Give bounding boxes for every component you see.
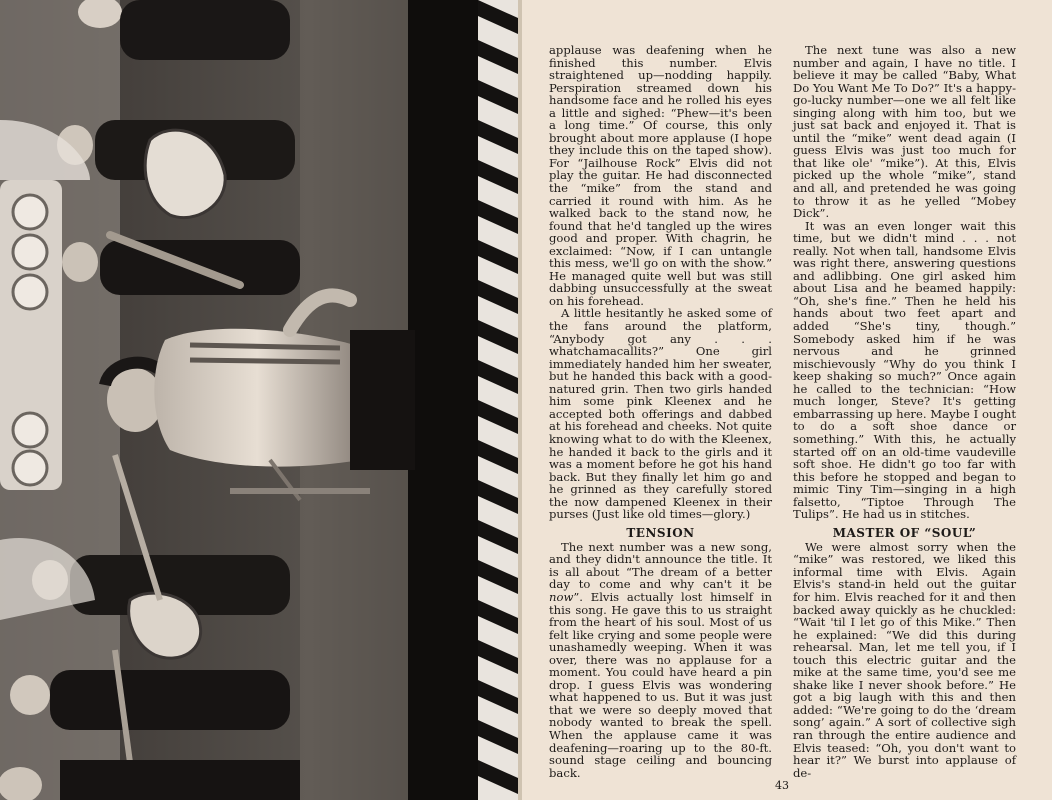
page-number: 43 <box>775 779 789 792</box>
stage-photo <box>0 0 518 800</box>
section-heading-tension: TENSION <box>626 525 695 540</box>
section-heading-master-of-soul: MASTER OF “SOUL” <box>832 525 977 540</box>
article-page <box>522 0 1052 800</box>
article-column-2 <box>793 44 1016 779</box>
paragraph: applause was deafening when he finished this number. Elvis straightened up—nodding happily. Perspiration streamed down his handsome face and he rolled his eyes a little and sighed: “Phew—it's been a long time.” Of course, this only brought about more applause (I hope they include this on the taped show). For “Jailhouse Rock” Elvis did not play the guitar. He had disconnected the “mike” from the stand and carried it round with him. As he walked back to the stand now, he found that he'd tangled up the wires good and proper. With chagrin, he exclaimed: “Now, if I can untangle this mess, we'll go on with the show.” He managed quite well but was still dabbing unsuccessfully at the sweat on his forehead. <box>549 43 772 308</box>
article-column-1 <box>549 44 772 779</box>
paragraph: A little hesitantly he asked some of the fans around the platform, “Anybody got any . . . whatchamacallits?” One girl immediately handed him her sweater, but he handed this back with a good-natured grin. Then two girls handed him some pink Kleenex and he accepted both offerings and dabbed at his forehead and cheeks. Not quite knowing what to do with the Kleenex, he handed it back to the girls and it was a moment before he got his hand back. But they finally let him go and he grinned as they carefully stored the now dampened Kleenex in their purses (Just like old times—glory.) <box>549 306 772 522</box>
paragraph: The next tune was also a new number and again, I have no title. I believe it may be called “Baby, What Do You Want Me To Do?” It's a happy-go-lucky number—one we all felt like singing along with him too, but we just sat back and enjoyed it. That is until the “mike” went dead again (I guess Elvis was just too much for that like ole' “mike”). At this, Elvis picked up the whole “mike”, stand and all, and pretended he was going to throw it as he yelled “Mobey Dick”. <box>793 43 1016 221</box>
paragraph: The next number was a new song, and they didn't announce the title. It is all about “The dream of a better day to come and why can't it be now”. Elvis actually lost himself in this song. He gave this to us straight from the heart of his soul. Most of us felt like crying and some people were unashamedly weeping. When it was over, there was no applause for a moment. You could have heard a pin drop. I guess Elvis was wondering what happened to us. But it was just that we were so deeply moved that nobody wanted to break the spell. When the applause came it was deafening—roaring up to the 80-ft. sound stage ceiling and bouncing back. <box>549 539 772 780</box>
photo-icon <box>0 0 518 800</box>
paragraph: It was an even longer wait this time, but we didn't mind . . . not really. Not when tall, handsome Elvis was right there, answering questions and adlibbing. One girl asked him about Lisa and he beamed happily: “Oh, she's fine.” Then he held his hands about two feet apart and added “She's tiny, though.” Somebody asked him if he was nervous and he grinned mischievously “Why do you think I keep shaking so much?” Once again he called to the technician: “How much longer, Steve? It's getting embarrassing up here. Maybe I ought to do a soft shoe dance or something.” With this, he actually started off on an old-time vaudeville soft shoe. He didn't go too far with this before he stopped and began to mimic Tiny Tim—singing in a high falsetto, “Tiptoe Through The Tulips”. He had us in stitches. <box>793 218 1016 522</box>
paragraph: We were almost sorry when the “mike” was restored, we liked this informal time with Elvis. Again Elvis's stand-in held out the guitar for him. Elvis reached for it and then backed away quickly as he chuckled: “Wait 'til I let go of this Mike.” Then he explained: “We did this during rehearsal. Man, let me tell you, if I touch this electric guitar and the mike at the same time, you'd see me shake like I never shook before.” He got a big laugh with this and then added: “We're going to do the ‘dream song’ again.” A sort of collective sigh ran through the entire audience and Elvis teased: “Oh, you don't want to hear it?” We burst into applause of de- <box>793 539 1016 780</box>
